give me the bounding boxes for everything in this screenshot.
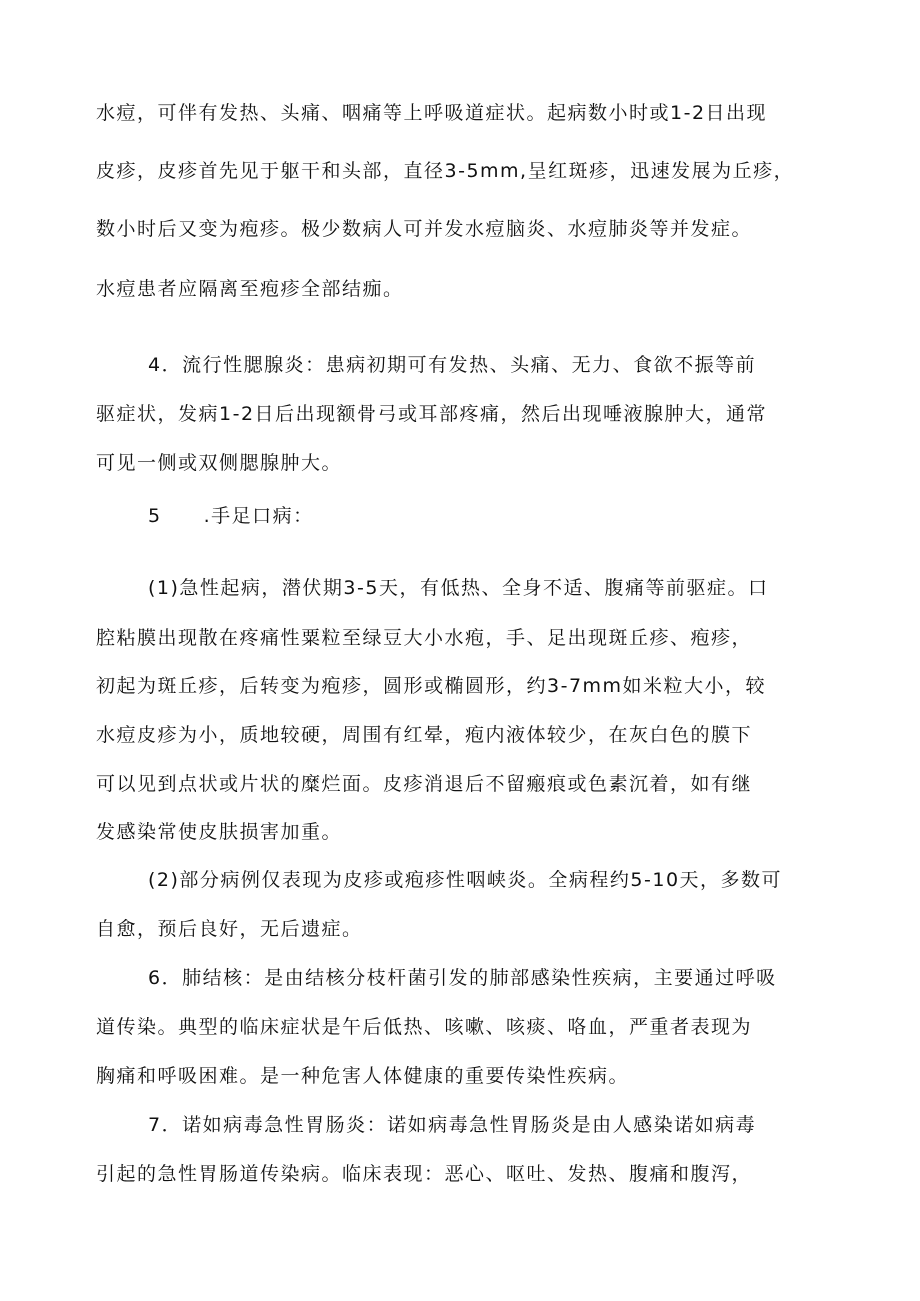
paragraph-line: 可以见到点状或片状的糜烂面。皮疹消退后不留瘢痕或色素沉着，如有继 — [96, 773, 753, 795]
paragraph-line: 驱症状，发病1-2日后出现额骨弓或耳部疼痛，然后出现唾液腺肿大，通常 — [96, 403, 768, 425]
paragraph-line: 水痘，可伴有发热、头痛、咽痛等上呼吸道症状。起病数小时或1-2日出现 — [96, 102, 768, 124]
paragraph-line: 水痘患者应隔离至疱疹全部结痂。 — [96, 278, 404, 300]
paragraph-line: 7．诺如病毒急性胃肠炎：诺如病毒急性胃肠炎是由人感染诺如病毒 — [148, 1114, 757, 1136]
paragraph-line: 4．流行性腮腺炎：患病初期可有发热、头痛、无力、食欲不振等前 — [148, 354, 757, 376]
paragraph-line: 皮疹，皮疹首先见于躯干和头部，直径3-5mm,呈红斑疹，迅速发展为丘疹， — [96, 160, 795, 182]
section-heading — [148, 503, 838, 529]
paragraph-line: 腔粘膜出现散在疼痛性粟粒至绿豆大小水疱，手、足出现斑丘疹、疱疹， — [96, 627, 753, 649]
paragraph-line: 初起为斑丘疹，后转变为疱疹，圆形或椭圆形，约3-7mm如米粒大小，较 — [96, 675, 767, 697]
paragraph-line: 水痘皮疹为小，质地较硬，周围有红晕，疱内液体较少，在灰白色的膜下 — [96, 724, 753, 746]
paragraph-line: 可见一侧或双侧腮腺肿大。 — [96, 452, 343, 474]
paragraph-line: 自愈，预后良好，无后遗症。 — [96, 918, 363, 940]
paragraph-line: (1)急性起病，潜伏期3-5天，有低热、全身不适、腹痛等前驱症。口 — [148, 577, 769, 599]
paragraph-line: 引起的急性胃肠道传染病。临床表现：恶心、呕吐、发热、腹痛和腹泻， — [96, 1163, 753, 1185]
paragraph-line: 道传染。典型的临床症状是午后低热、咳嗽、咳痰、咯血，严重者表现为 — [96, 1016, 753, 1038]
paragraph-line: (2)部分病例仅表现为皮疹或疱疹性咽峡炎。全病程约5-10天，多数可 — [148, 869, 783, 891]
paragraph-line: 数小时后又变为疱疹。极少数病人可并发水痘脑炎、水痘肺炎等并发症。 — [96, 218, 753, 240]
section-number: 5 — [148, 505, 162, 527]
paragraph-line: 6．肺结核：是由结核分枝杆菌引发的肺部感染性疾病，主要通过呼吸 — [148, 967, 777, 989]
section-title: .手足口病： — [203, 505, 314, 527]
paragraph-line: 胸痛和呼吸困难。是一种危害人体健康的重要传染性疾病。 — [96, 1065, 630, 1087]
paragraph-line: 发感染常使皮肤损害加重。 — [96, 821, 343, 843]
